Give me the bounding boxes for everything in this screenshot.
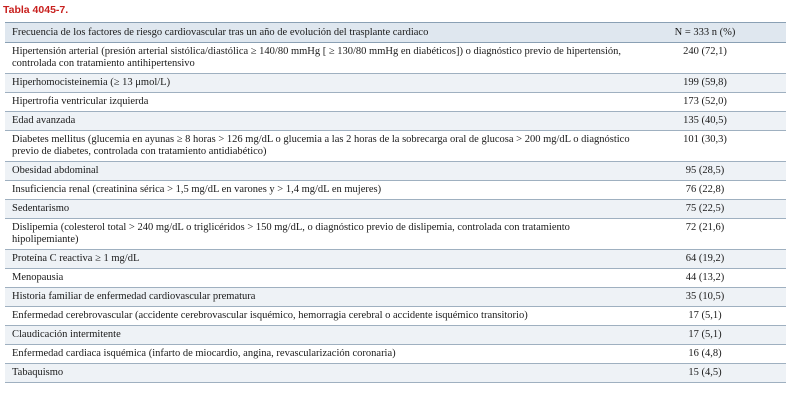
row-factor <box>5 326 643 345</box>
row-n-value: 16 (4,8) <box>643 345 786 364</box>
row-factor <box>5 250 643 269</box>
table-row <box>5 200 786 219</box>
table-row <box>5 219 786 250</box>
row-n-value: 44 (13,2) <box>643 269 786 288</box>
table-row <box>5 162 786 181</box>
row-factor-text: Diabetes mellitus (glucemia en ayunas ≥ 8 horas > 126 mg/dL o glucemia a las 2 horas de la sobrecarga oral de glucosa > 200 mg/dL o diagnóstico previo de diabetes, controlada con tratamiento antidiabético) <box>12 134 630 157</box>
row-n-value: 75 (22,5) <box>643 200 786 219</box>
row-factor <box>5 112 643 131</box>
row-n-value: 135 (40,5) <box>643 112 786 131</box>
row-factor <box>5 74 643 93</box>
row-n-value: 95 (28,5) <box>643 162 786 181</box>
row-factor-text: Hipertensión arterial (presión arterial sistólica/diastólica ≥ 140/80 mmHg [ ≥ 130/80 mmHg en diabéticos]) o diagnóstico previo de hipertensión, controlada con tratamiento antihipertensivo <box>12 46 621 69</box>
row-factor-text: Enfermedad cardiaca isquémica (infarto de miocardio, angina, revascularización coronaria) <box>12 348 396 359</box>
row-factor-text: Menopausia <box>12 272 64 283</box>
row-factor <box>5 219 643 250</box>
row-factor-text: Sedentarismo <box>12 203 70 214</box>
row-factor <box>5 93 643 112</box>
row-factor <box>5 307 643 326</box>
table-row <box>5 93 786 112</box>
row-factor-text: Edad avanzada <box>12 115 76 126</box>
row-n-value: 15 (4,5) <box>643 364 786 383</box>
table-row <box>5 112 786 131</box>
table-row <box>5 307 786 326</box>
row-n-value: 101 (30,3) <box>643 131 786 162</box>
row-factor <box>5 131 643 162</box>
row-n-value: 173 (52,0) <box>643 93 786 112</box>
header-n: N = 333 n (%) <box>643 23 786 43</box>
row-n-value: 240 (72,1) <box>643 43 786 74</box>
table-row <box>5 43 786 74</box>
table-row <box>5 131 786 162</box>
table-header-row <box>5 23 786 43</box>
row-factor-text: Hiperhomocisteinemia (≥ 13 μmol/L) <box>12 77 171 88</box>
row-factor <box>5 43 643 74</box>
row-n-value: 35 (10,5) <box>643 288 786 307</box>
row-factor-text: Tabaquismo <box>12 367 64 378</box>
row-factor-text: Obesidad abdominal <box>12 165 99 176</box>
row-factor-text: Proteína C reactiva ≥ 1 mg/dL <box>12 253 140 264</box>
row-factor <box>5 162 643 181</box>
row-factor-text: Historia familiar de enfermedad cardiovascular prematura <box>12 291 256 302</box>
table-row <box>5 364 786 383</box>
row-factor <box>5 269 643 288</box>
row-factor-text: Enfermedad cerebrovascular (accidente cerebrovascular isquémico, hemorragia cerebral o accidente isquémico transitorio) <box>12 310 528 321</box>
row-n-value: 76 (22,8) <box>643 181 786 200</box>
table-caption: Tabla 4045-7. <box>3 4 69 16</box>
table-row <box>5 288 786 307</box>
row-factor-text: Claudicación intermitente <box>12 329 121 340</box>
table-row <box>5 74 786 93</box>
row-factor <box>5 200 643 219</box>
header-factor: Frecuencia de los factores de riesgo cardiovascular tras un año de evolución del trasplante cardiaco <box>5 23 643 43</box>
row-n-value: 72 (21,6) <box>643 219 786 250</box>
table-row <box>5 250 786 269</box>
row-factor <box>5 345 643 364</box>
row-n-value: 17 (5,1) <box>643 307 786 326</box>
row-n-value: 64 (19,2) <box>643 250 786 269</box>
row-factor <box>5 364 643 383</box>
row-factor <box>5 288 643 307</box>
row-factor-text: Dislipemia (colesterol total > 240 mg/dL o triglicéridos > 150 mg/dL, o diagnóstico previo de dislipemia, controlada con tratamiento hipolipemiante) <box>12 222 570 245</box>
table-row <box>5 326 786 345</box>
row-n-value: 199 (59,8) <box>643 74 786 93</box>
risk-factor-table <box>5 22 786 383</box>
row-factor-text: Insuficiencia renal (creatinina sérica > 1,5 mg/dL en varones y > 1,4 mg/dL en mujeres) <box>12 184 382 195</box>
table-row <box>5 181 786 200</box>
row-factor-text: Hipertrofia ventricular izquierda <box>12 96 149 107</box>
row-n-value: 17 (5,1) <box>643 326 786 345</box>
table-row <box>5 269 786 288</box>
table-row <box>5 345 786 364</box>
row-factor <box>5 181 643 200</box>
